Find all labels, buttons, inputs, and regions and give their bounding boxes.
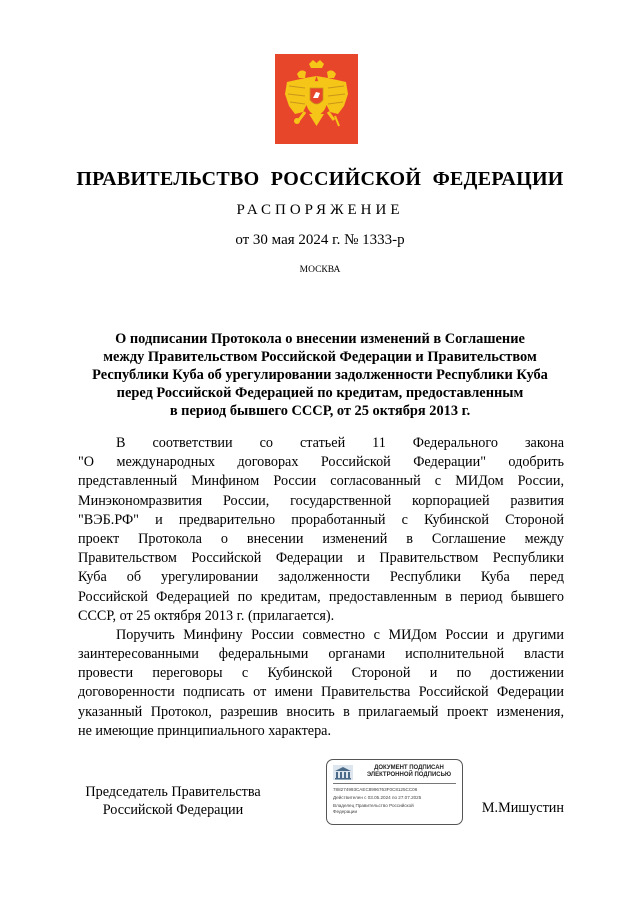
stamp-divider	[333, 783, 456, 784]
government-building-icon	[333, 765, 353, 780]
body-line: договоренности подписать от имени Правительства Российской Федерации	[78, 684, 564, 701]
coat-of-arms-emblem	[275, 54, 358, 144]
signatory-name: М.Мишустин	[481, 800, 564, 816]
heading-line: между Правительством Российской Федерации и Правительством	[103, 349, 537, 365]
stamp-title-line: ЭЛЕКТРОННОЙ ПОДПИСЬЮ	[366, 772, 452, 778]
stamp-owner-line: Владелец Правительство Российской	[333, 803, 414, 808]
stamp-title	[357, 765, 461, 779]
stamp-owner-line: Федерации	[333, 809, 358, 814]
heading-line: перед Российской Федерацией по кредитам, предоставленным	[116, 385, 524, 401]
stamp-owner	[333, 803, 453, 815]
body-line: представленный Минфином России согласованный с МИДом России,	[78, 473, 564, 490]
body-line: Поручить Минфину России совместно с МИДом России и другими	[116, 626, 564, 643]
stamp-title-line: ДОКУМЕНТ ПОДПИСАН	[374, 765, 444, 771]
stamp-certificate: 788274993CAEC8996763F0C8125CC06	[333, 787, 418, 792]
body-line: Правительством Российской Федерации и Правительством Республики	[78, 550, 564, 567]
document-heading	[70, 330, 570, 420]
body-line: "ВЭБ.РФ" и предварительно проработанный с Кубинской Стороной	[78, 511, 564, 528]
body-line: не имеющие принципиального характера.	[78, 722, 332, 739]
body-line: указанный Протокол, разрешив вносить в прилагаемый проект изменения,	[78, 703, 564, 720]
stamp-validity: Действителен с 03.05.2024 по 27.07.2025	[333, 795, 422, 800]
double-headed-eagle-icon	[275, 54, 358, 144]
signatory-position	[78, 783, 268, 819]
date-and-number: от 30 мая 2024 г. № 1333-р	[235, 232, 405, 248]
heading-line: в период бывшего СССР, от 25 октября 2013 г.	[169, 403, 471, 419]
document-type: РАСПОРЯЖЕНИЕ	[236, 202, 404, 218]
body-line: Российской Федерацией по кредитам, предоставленным в период бывшего	[78, 588, 564, 605]
electronic-signature-stamp	[326, 759, 463, 825]
body-line: "О международных договорах Российской Федерации" одобрить	[78, 454, 564, 471]
government-title: ПРАВИТЕЛЬСТВО РОССИЙСКОЙ ФЕДЕРАЦИИ	[76, 168, 564, 190]
heading-line: Республики Куба об урегулировании задолженности Республики Куба	[92, 367, 548, 383]
body-line: проект Протокола о внесении изменений в Соглашение между	[78, 530, 564, 547]
city-label: МОСКВА	[299, 265, 341, 275]
body-line: провести переговоры с Кубинской Стороной и по достижении	[78, 665, 564, 682]
body-line: В соответствии со статьей 11 Федерального закона	[116, 435, 564, 451]
position-line: Российской Федерации	[102, 802, 244, 818]
position-line: Председатель Правительства	[85, 784, 261, 800]
heading-line: О подписании Протокола о внесении изменений в Соглашение	[115, 331, 525, 347]
body-line: заинтересованными федеральными органами исполнительной власти	[78, 646, 564, 663]
document-body	[78, 434, 564, 741]
body-line: Минэкономразвития России, государственной корпорацией развития	[78, 492, 564, 509]
body-line: СССР, от 25 октября 2013 г. (прилагается).	[78, 607, 335, 624]
body-line: Куба об урегулировании задолженности Республики Куба перед	[78, 569, 564, 586]
